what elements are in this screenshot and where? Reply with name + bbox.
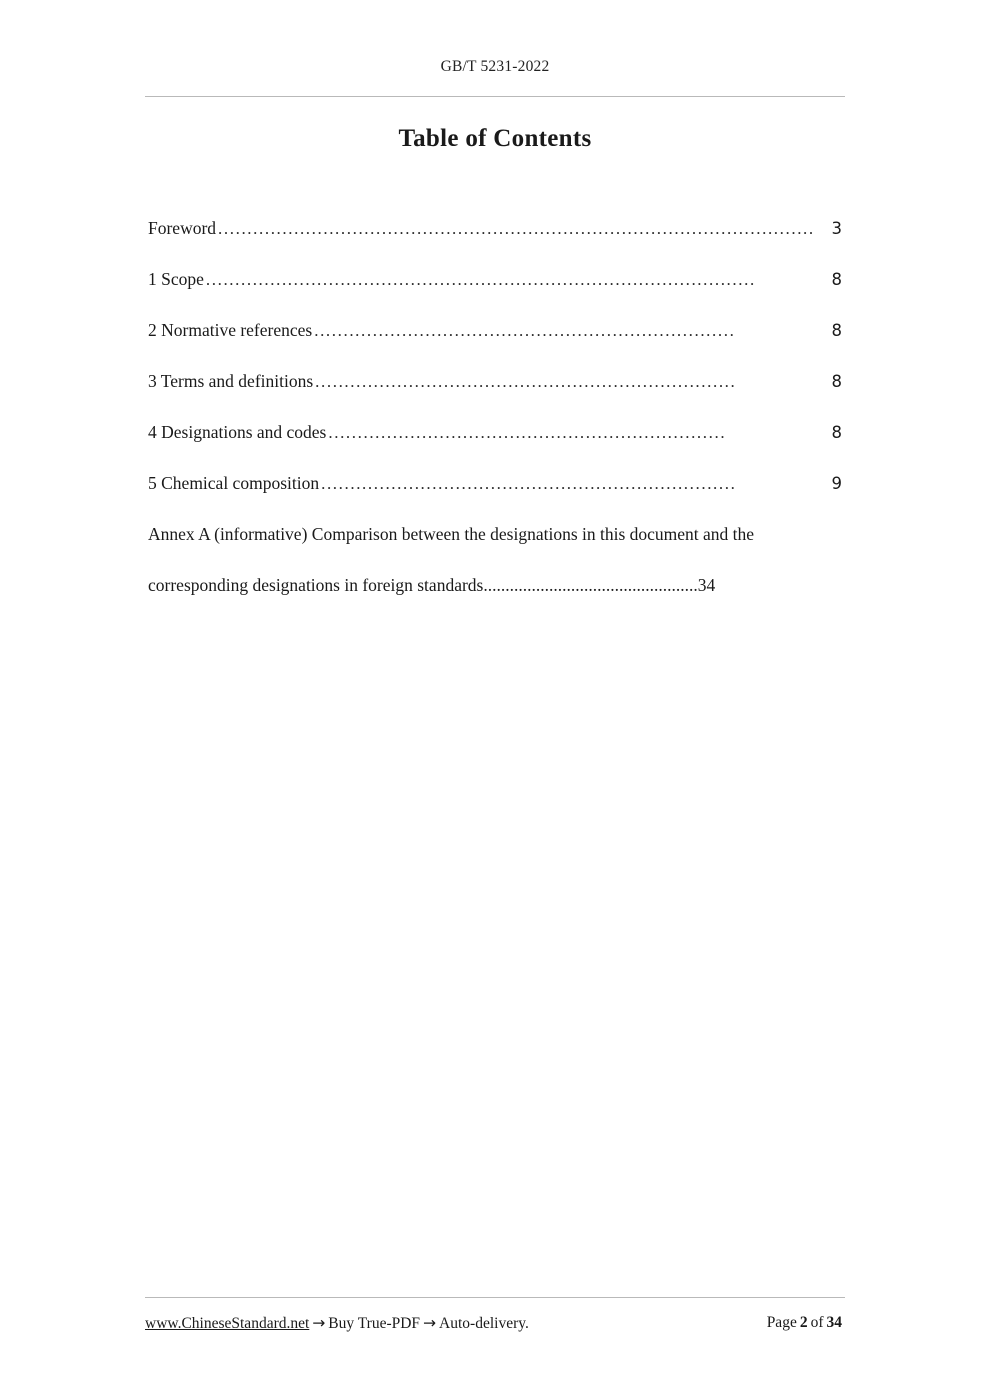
footer-promo (145, 1314, 767, 1333)
page-label: Page (766, 1314, 797, 1331)
of-label: of (810, 1314, 824, 1331)
current-page-number: 2 (799, 1314, 808, 1331)
standard-code: GB/T 5231-2022 (440, 58, 550, 75)
toc-entry-label: 3 Terms and definitions (148, 371, 314, 391)
toc-leader-dots: ........................................................................ (315, 372, 737, 391)
toc-page-number: 3 (831, 219, 842, 238)
toc-entry-label: 2 Normative references (148, 320, 313, 340)
toc-entry-normative-references[interactable] (148, 305, 842, 356)
toc-leader-dots: ................................................. (483, 575, 698, 595)
page-title: Table of Contents (398, 125, 592, 152)
total-page-count: 34 (826, 1314, 842, 1331)
toc-entry-label: Annex A (informative) Comparison between the designations in this document and the (148, 524, 755, 544)
toc-page-number: 8 (831, 321, 842, 340)
toc-page-number: 34 (697, 575, 716, 595)
website-link[interactable]: www.ChineseStandard.net (145, 1314, 310, 1332)
toc-entry-label: Foreword (148, 218, 217, 238)
toc-entry-foreword[interactable] (148, 203, 842, 254)
toc-entry-scope[interactable] (148, 254, 842, 305)
toc-leader-dots: .................................................................... (328, 423, 727, 442)
toc-leader-dots: .............................................................................................. (205, 270, 756, 289)
header-divider (145, 96, 845, 97)
toc-entry-designations-and-codes[interactable] (148, 407, 842, 458)
toc-entry-label-continued: corresponding designations in foreign standards (148, 575, 484, 595)
toc-page-number: 8 (831, 270, 842, 289)
toc-entry-label: 5 Chemical composition (148, 473, 320, 493)
table-of-contents (148, 203, 842, 611)
toc-page-number: 8 (831, 372, 842, 391)
page-footer (145, 1308, 845, 1338)
toc-page-number: 9 (831, 474, 842, 493)
toc-entry-label: 1 Scope (148, 269, 204, 289)
toc-leader-dots: ....................................................................... (321, 474, 737, 493)
buy-text: Buy True-PDF (328, 1314, 421, 1332)
page-header (145, 58, 845, 76)
toc-entry-annex-a[interactable] (148, 509, 842, 611)
page-indicator (767, 1314, 845, 1332)
delivery-text: Auto-delivery. (439, 1314, 529, 1332)
toc-entry-terms-and-definitions[interactable] (148, 356, 842, 407)
toc-entry-chemical-composition[interactable] (148, 458, 842, 509)
arrow-right-icon: → (312, 1313, 326, 1332)
toc-leader-dots: ...................................................................................................... (218, 219, 815, 238)
toc-page-number: 8 (831, 423, 842, 442)
footer-divider (145, 1297, 845, 1298)
toc-entry-label: 4 Designations and codes (148, 422, 327, 442)
toc-leader-dots: ........................................................................ (314, 321, 736, 340)
arrow-right-icon: → (423, 1313, 437, 1332)
